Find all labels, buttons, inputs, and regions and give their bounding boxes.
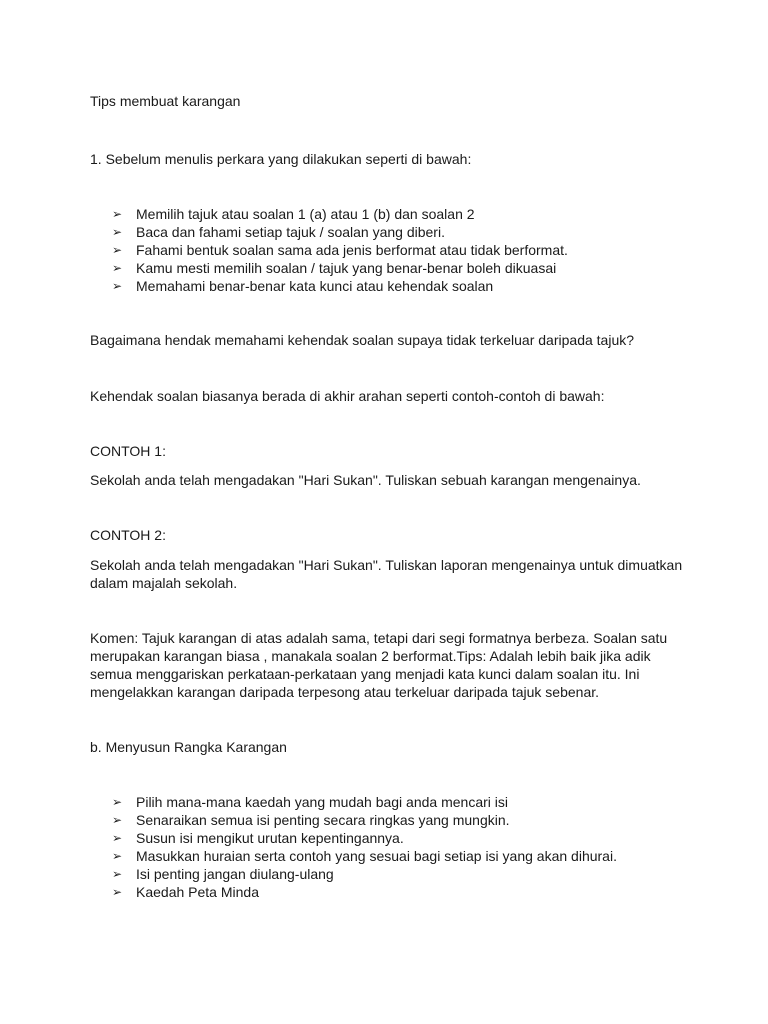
step-1-heading: 1. Sebelum menulis perkara yang dilakukan seperti di bawah: (90, 151, 472, 167)
document-title: Tips membuat karangan (90, 93, 241, 109)
list-item: ➢ Kamu mesti memilih soalan / tajuk yang benar-benar boleh dikuasai (112, 260, 557, 276)
arrow-bullet-icon: ➢ (112, 849, 123, 863)
comment-line-2: merupakan karangan biasa , manakala soalan 2 berformat.Tips: Adalah lebih baik jika adik (90, 648, 651, 664)
examples-intro: Kehendak soalan biasanya berada di akhir arahan seperti contoh-contoh di bawah: (90, 388, 605, 404)
comment-line-3: semua menggariskan perkataan-perkataan yang menjadi kata kunci dalam soalan itu. Ini (90, 666, 640, 682)
arrow-bullet-icon: ➢ (112, 207, 123, 221)
list-outline-steps (112, 793, 712, 901)
arrow-bullet-icon: ➢ (112, 243, 123, 257)
list-item: ➢ Fahami bentuk soalan sama ada jenis berformat atau tidak berformat. (112, 242, 568, 258)
arrow-bullet-icon: ➢ (112, 225, 123, 239)
arrow-bullet-icon: ➢ (112, 279, 123, 293)
list-item: ➢ Senaraikan semua isi penting secara ringkas yang mungkin. (112, 812, 510, 828)
example-2-heading: CONTOH 2: (90, 527, 166, 543)
list-item: ➢ Isi penting jangan diulang-ulang (112, 866, 334, 882)
arrow-bullet-icon: ➢ (112, 795, 123, 809)
list-item: ➢ Masukkan huraian serta contoh yang sesuai bagi setiap isi yang akan dihurai. (112, 848, 617, 864)
example-2-line-2: dalam majalah sekolah. (90, 575, 238, 591)
arrow-bullet-icon: ➢ (112, 831, 123, 845)
comment-line-1: Komen: Tajuk karangan di atas adalah sama, tetapi dari segi formatnya berbeza. Soalan satu (90, 630, 668, 646)
arrow-bullet-icon: ➢ (112, 261, 123, 275)
arrow-bullet-icon: ➢ (112, 813, 123, 827)
list-before-writing (112, 205, 712, 295)
section-b-heading: b. Menyusun Rangka Karangan (90, 739, 287, 755)
example-2-line-1: Sekolah anda telah mengadakan "Hari Sukan". Tuliskan laporan mengenainya untuk dimuatkan (90, 557, 683, 573)
question-paragraph: Bagaimana hendak memahami kehendak soalan supaya tidak terkeluar daripada tajuk? (90, 332, 635, 348)
list-item: ➢ Kaedah Peta Minda (112, 884, 259, 900)
list-item: ➢ Memahami benar-benar kata kunci atau kehendak soalan (112, 278, 494, 294)
arrow-bullet-icon: ➢ (112, 885, 123, 899)
list-item: ➢ Susun isi mengikut urutan kepentingannya. (112, 830, 404, 846)
example-1-text: Sekolah anda telah mengadakan "Hari Sukan". Tuliskan sebuah karangan mengenainya. (90, 472, 641, 488)
comment-line-4: mengelakkan karangan daripada terpesong atau terkeluar daripada tajuk sebenar. (90, 684, 600, 700)
example-1-heading: CONTOH 1: (90, 443, 166, 459)
arrow-bullet-icon: ➢ (112, 867, 123, 881)
list-item: ➢ Memilih tajuk atau soalan 1 (a) atau 1 (b) dan soalan 2 (112, 206, 475, 222)
list-item: ➢ Baca dan fahami setiap tajuk / soalan yang diberi. (112, 224, 445, 240)
list-item: ➢ Pilih mana-mana kaedah yang mudah bagi anda mencari isi (112, 794, 508, 810)
